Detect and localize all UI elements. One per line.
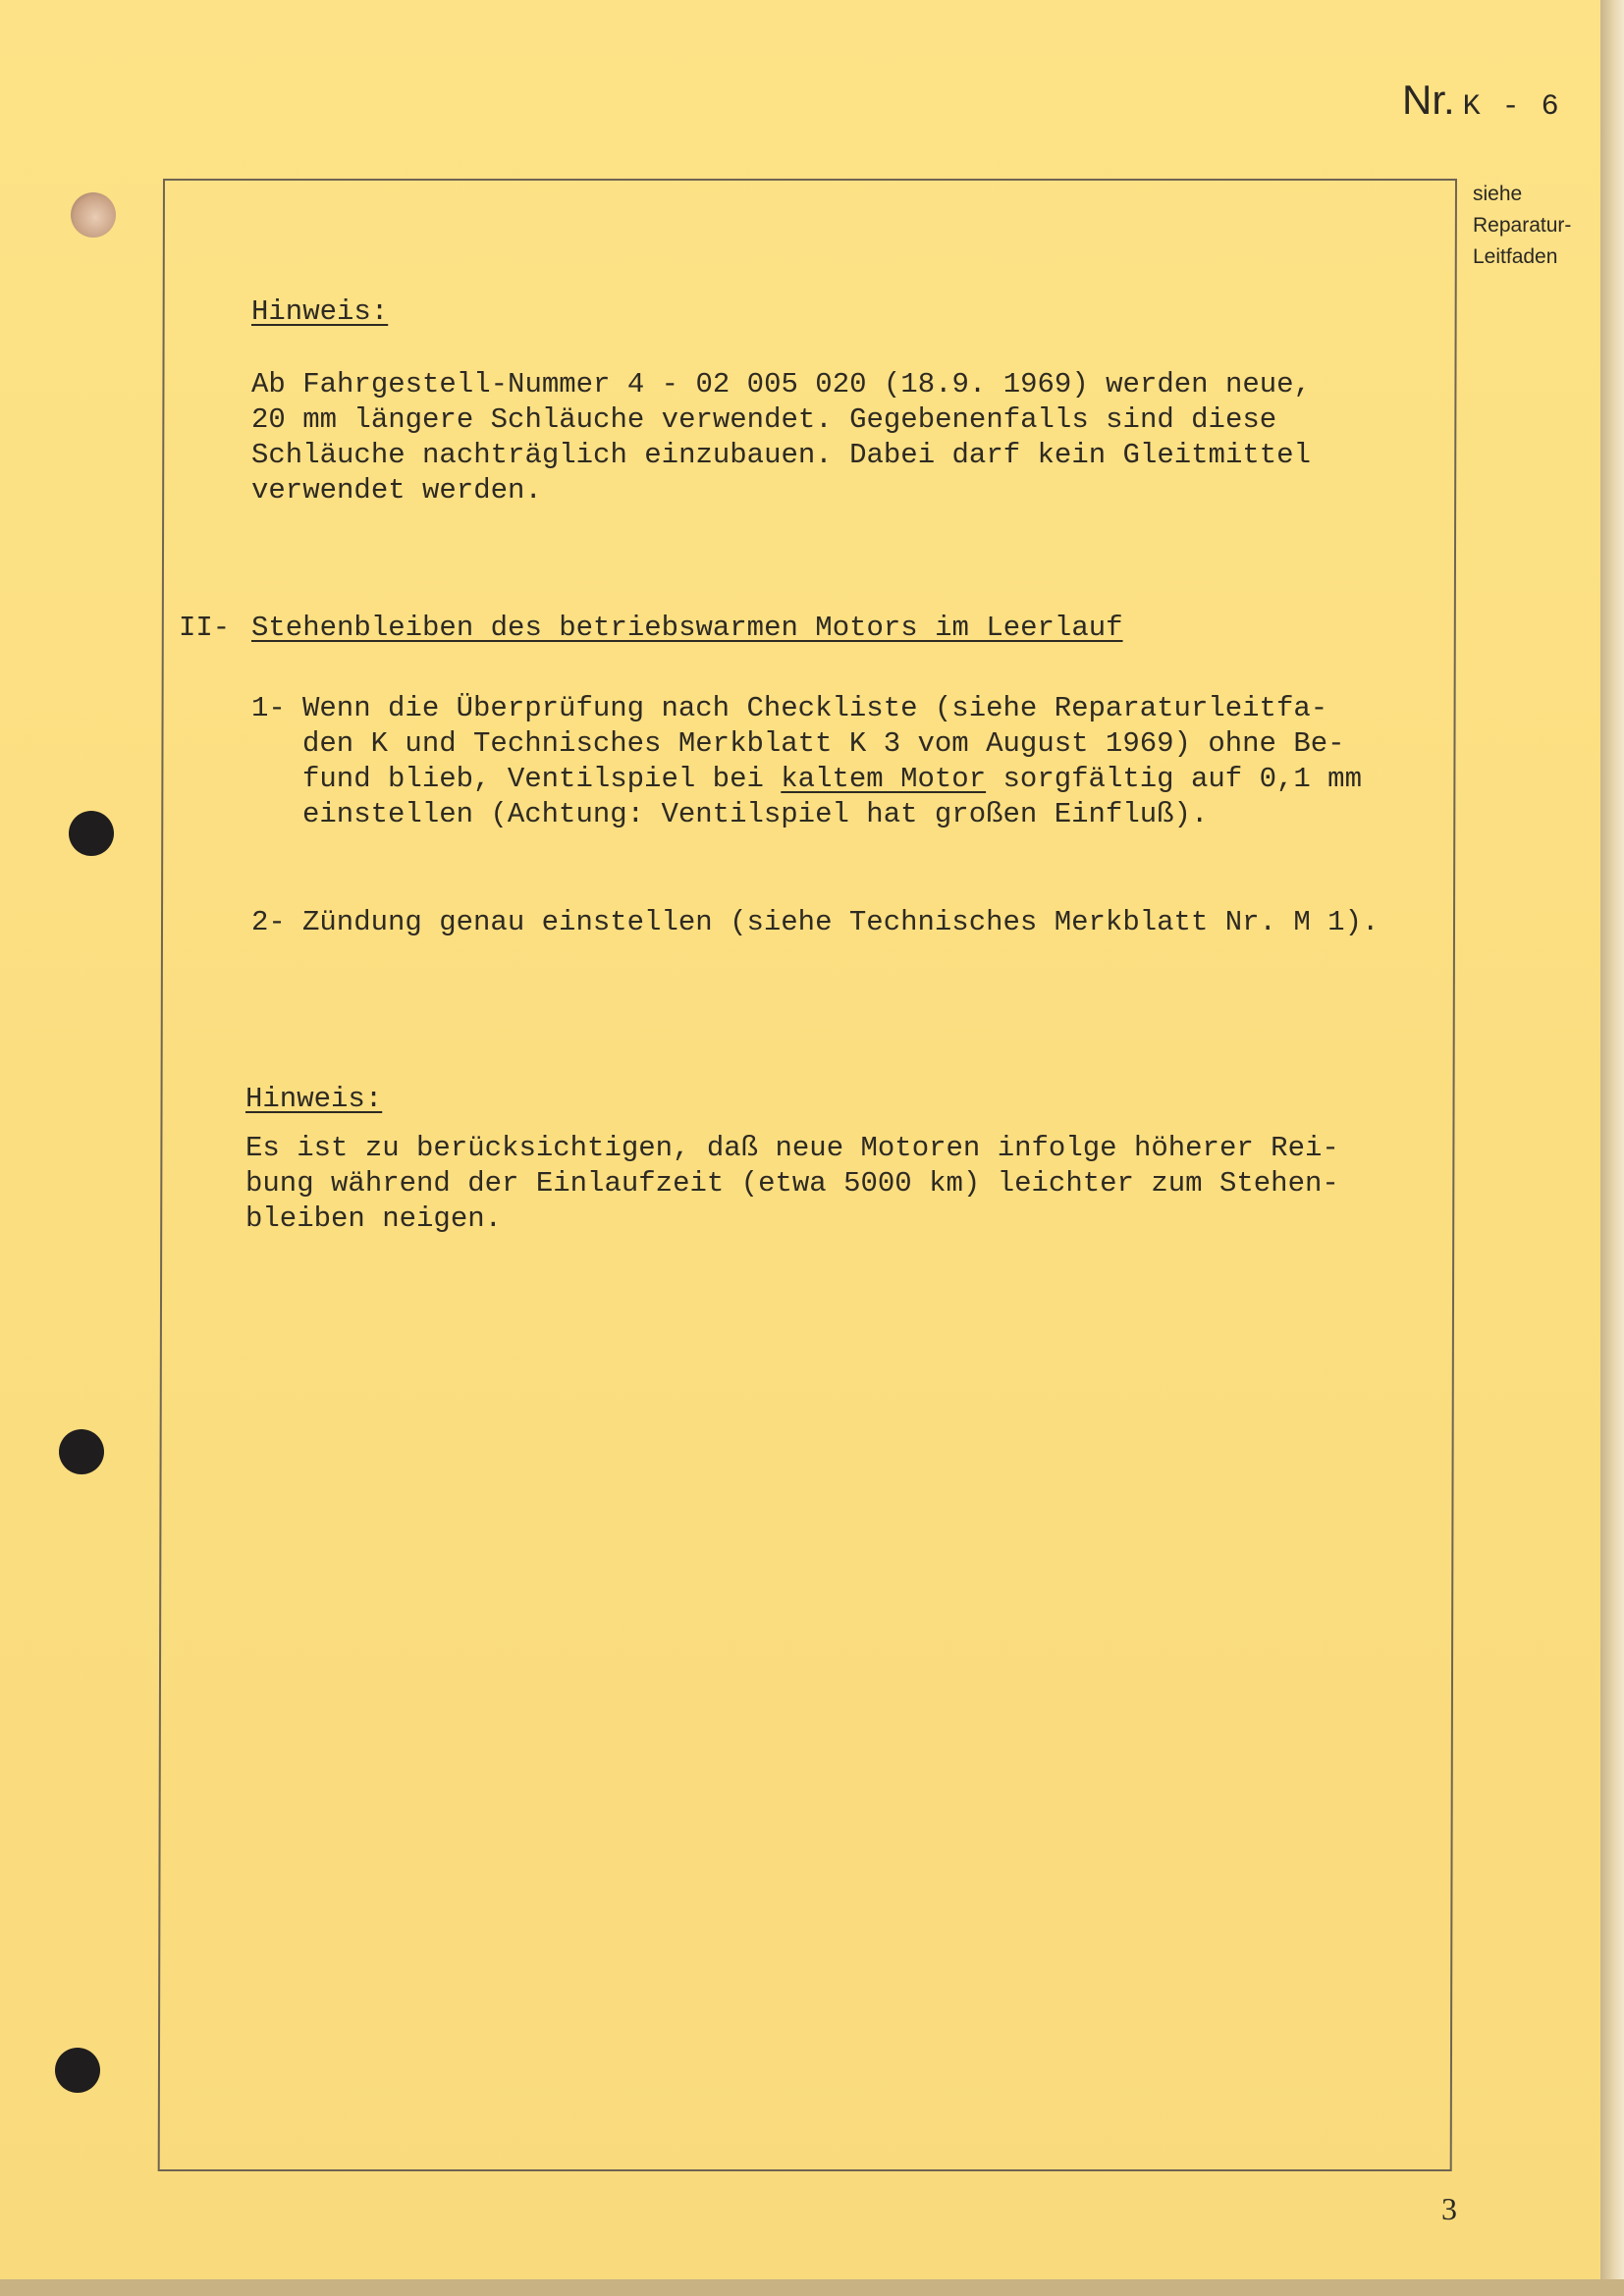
- punch-hole: [55, 2048, 100, 2093]
- item1-line: [302, 762, 1362, 797]
- item2-text: Zündung genau einstellen (siehe Technisches Merkblatt Nr. M 1).: [302, 906, 1380, 938]
- side-note-line: Leitfaden: [1473, 245, 1558, 268]
- item1-line3-pre: fund blieb, Ventilspiel bei: [302, 763, 782, 795]
- section2-title: Stehenbleiben des betriebswarmen Motors im Leerlauf: [251, 612, 1123, 644]
- punch-hole: [59, 1429, 104, 1474]
- item1-line: einstellen (Achtung: Ventilspiel hat großen Einfluß).: [302, 798, 1209, 830]
- nr-code: K - 6: [1462, 90, 1561, 124]
- side-note-line: Reparatur-: [1473, 214, 1572, 237]
- item2-label: 2-: [251, 906, 286, 938]
- page-number: 3: [1441, 2191, 1457, 2226]
- note1-line: 20 mm längere Schläuche verwendet. Gegebenenfalls sind diese: [251, 403, 1277, 436]
- item1-label: 1-: [251, 692, 286, 724]
- punch-hole: [71, 192, 116, 238]
- punch-hole: [69, 811, 114, 856]
- note1-heading: Hinweis:: [251, 295, 389, 328]
- page-edge-bottom: [0, 2279, 1624, 2296]
- note2-line: bung während der Einlaufzeit (etwa 5000 km) leichter zum Stehen-: [245, 1167, 1339, 1200]
- note2-line: Es ist zu berücksichtigen, daß neue Motoren infolge höherer Rei-: [245, 1132, 1339, 1164]
- note1-line: Schläuche nachträglich einzubauen. Dabei darf kein Gleitmittel: [251, 439, 1311, 471]
- nr-prefix: Nr.: [1402, 77, 1455, 123]
- note1-line: verwendet werden.: [251, 474, 542, 507]
- section2-numeral: II-: [179, 612, 231, 644]
- note1-line: Ab Fahrgestell-Nummer 4 - 02 005 020 (18.9. 1969) werden neue,: [251, 368, 1311, 400]
- side-note-line: siehe: [1473, 183, 1523, 205]
- item1-line3-post: sorgfältig auf 0,1 mm: [986, 763, 1362, 795]
- note2-heading: Hinweis:: [245, 1083, 383, 1115]
- page-edge-right: [1600, 0, 1624, 2296]
- item1-line: Wenn die Überprüfung nach Checkliste (siehe Reparaturleitfa-: [302, 692, 1328, 724]
- side-note: [1473, 179, 1600, 273]
- document-number: [1402, 77, 1561, 124]
- item1-line: den K und Technisches Merkblatt K 3 vom August 1969) ohne Be-: [302, 727, 1345, 760]
- emphasis-kaltem-motor: kaltem Motor: [781, 763, 987, 795]
- note2-line: bleiben neigen.: [245, 1202, 503, 1235]
